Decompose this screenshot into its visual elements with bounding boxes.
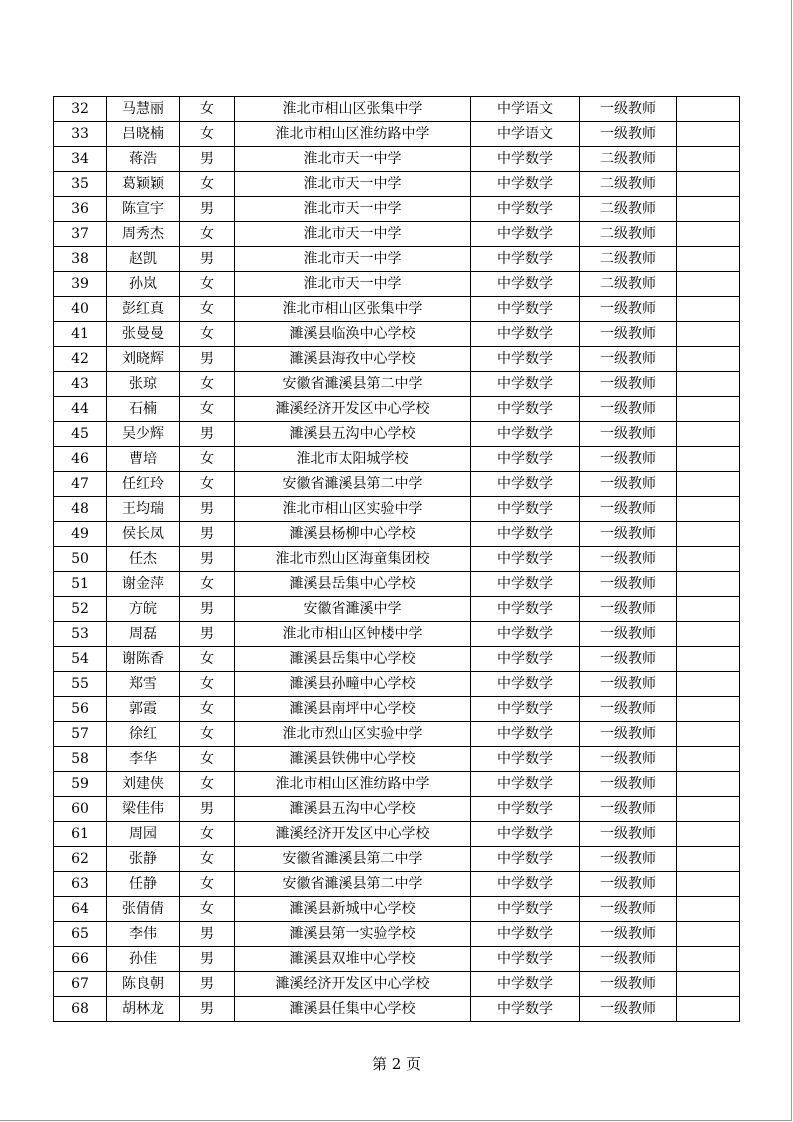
table-row (54, 922, 740, 947)
table-row (54, 522, 740, 547)
cell-remark (677, 997, 740, 1022)
cell-index: 46 (54, 447, 107, 472)
cell-remark (677, 772, 740, 797)
cell-name: 胡林龙 (107, 997, 180, 1022)
table-row (54, 222, 740, 247)
cell-title: 一级教师 (580, 622, 677, 647)
cell-subject: 中学数学 (471, 247, 580, 272)
cell-remark (677, 947, 740, 972)
cell-school: 淮北市烈山区实验中学 (235, 722, 471, 747)
cell-gender: 女 (180, 397, 235, 422)
cell-subject: 中学数学 (471, 672, 580, 697)
cell-title: 一级教师 (580, 747, 677, 772)
cell-name: 郭霞 (107, 697, 180, 722)
cell-title: 二级教师 (580, 272, 677, 297)
cell-subject: 中学数学 (471, 272, 580, 297)
cell-school: 淮北市相山区淮纺路中学 (235, 772, 471, 797)
cell-school: 濉溪县双堆中心学校 (235, 947, 471, 972)
cell-remark (677, 122, 740, 147)
table-row (54, 472, 740, 497)
cell-name: 张曼曼 (107, 322, 180, 347)
cell-title: 一级教师 (580, 972, 677, 997)
cell-index: 66 (54, 947, 107, 972)
table-row (54, 997, 740, 1022)
cell-name: 赵凯 (107, 247, 180, 272)
cell-subject: 中学数学 (471, 947, 580, 972)
table-row (54, 122, 740, 147)
cell-index: 34 (54, 147, 107, 172)
cell-school: 濉溪县海孜中心学校 (235, 347, 471, 372)
cell-subject: 中学数学 (471, 447, 580, 472)
cell-subject: 中学数学 (471, 797, 580, 822)
table-row (54, 872, 740, 897)
cell-school: 淮北市天一中学 (235, 147, 471, 172)
cell-name: 谢陈香 (107, 647, 180, 672)
cell-title: 二级教师 (580, 222, 677, 247)
cell-index: 55 (54, 672, 107, 697)
cell-gender: 女 (180, 747, 235, 772)
table-row (54, 297, 740, 322)
cell-index: 54 (54, 647, 107, 672)
cell-title: 一级教师 (580, 522, 677, 547)
cell-index: 62 (54, 847, 107, 872)
cell-remark (677, 397, 740, 422)
teacher-roster-table (53, 96, 740, 1022)
cell-subject: 中学数学 (471, 472, 580, 497)
cell-gender: 男 (180, 347, 235, 372)
cell-title: 一级教师 (580, 647, 677, 672)
cell-index: 50 (54, 547, 107, 572)
table-row (54, 722, 740, 747)
cell-title: 一级教师 (580, 97, 677, 122)
cell-title: 一级教师 (580, 347, 677, 372)
cell-remark (677, 697, 740, 722)
cell-school: 濉溪经济开发区中心学校 (235, 822, 471, 847)
cell-name: 张静 (107, 847, 180, 872)
cell-school: 安徽省濉溪县第二中学 (235, 872, 471, 897)
cell-gender: 男 (180, 597, 235, 622)
cell-title: 一级教师 (580, 497, 677, 522)
cell-remark (677, 572, 740, 597)
cell-remark (677, 172, 740, 197)
cell-name: 马慧丽 (107, 97, 180, 122)
cell-remark (677, 447, 740, 472)
cell-subject: 中学数学 (471, 922, 580, 947)
cell-name: 刘晓辉 (107, 347, 180, 372)
cell-name: 方皖 (107, 597, 180, 622)
cell-index: 57 (54, 722, 107, 747)
cell-remark (677, 672, 740, 697)
table-row (54, 97, 740, 122)
cell-gender: 女 (180, 222, 235, 247)
cell-gender: 女 (180, 472, 235, 497)
cell-school: 濉溪县五沟中心学校 (235, 797, 471, 822)
cell-school: 安徽省濉溪县第二中学 (235, 472, 471, 497)
cell-remark (677, 522, 740, 547)
cell-gender: 男 (180, 247, 235, 272)
cell-school: 安徽省濉溪县第二中学 (235, 847, 471, 872)
cell-subject: 中学数学 (471, 597, 580, 622)
cell-name: 孙岚 (107, 272, 180, 297)
cell-school: 淮北市相山区淮纺路中学 (235, 122, 471, 147)
cell-gender: 女 (180, 322, 235, 347)
cell-school: 濉溪县第一实验学校 (235, 922, 471, 947)
table-row (54, 947, 740, 972)
cell-school: 濉溪县临涣中心学校 (235, 322, 471, 347)
cell-school: 淮北市相山区张集中学 (235, 297, 471, 322)
cell-name: 侯长凤 (107, 522, 180, 547)
cell-remark (677, 497, 740, 522)
cell-gender: 男 (180, 547, 235, 572)
cell-title: 一级教师 (580, 297, 677, 322)
cell-title: 二级教师 (580, 247, 677, 272)
cell-subject: 中学数学 (471, 172, 580, 197)
table-row (54, 322, 740, 347)
cell-title: 一级教师 (580, 997, 677, 1022)
cell-title: 一级教师 (580, 122, 677, 147)
cell-school: 淮北市烈山区海童集团校 (235, 547, 471, 572)
table-row (54, 697, 740, 722)
cell-subject: 中学数学 (471, 822, 580, 847)
cell-gender: 女 (180, 372, 235, 397)
cell-school: 濉溪县铁佛中心学校 (235, 747, 471, 772)
cell-remark (677, 297, 740, 322)
cell-index: 52 (54, 597, 107, 622)
cell-title: 一级教师 (580, 922, 677, 947)
table-row (54, 272, 740, 297)
cell-remark (677, 922, 740, 947)
cell-name: 陈宣宇 (107, 197, 180, 222)
cell-school: 濉溪县岳集中心学校 (235, 572, 471, 597)
cell-title: 一级教师 (580, 722, 677, 747)
cell-remark (677, 422, 740, 447)
cell-title: 一级教师 (580, 947, 677, 972)
cell-remark (677, 747, 740, 772)
cell-index: 58 (54, 747, 107, 772)
cell-name: 石楠 (107, 397, 180, 422)
cell-index: 37 (54, 222, 107, 247)
page-number: 第 2 页 (371, 1055, 422, 1073)
cell-school: 濉溪经济开发区中心学校 (235, 397, 471, 422)
cell-gender: 女 (180, 722, 235, 747)
cell-subject: 中学数学 (471, 297, 580, 322)
cell-gender: 男 (180, 922, 235, 947)
cell-name: 吕晓楠 (107, 122, 180, 147)
cell-remark (677, 247, 740, 272)
cell-gender: 女 (180, 822, 235, 847)
table-row (54, 597, 740, 622)
cell-index: 68 (54, 997, 107, 1022)
cell-school: 淮北市天一中学 (235, 172, 471, 197)
cell-subject: 中学数学 (471, 972, 580, 997)
cell-school: 濉溪县杨柳中心学校 (235, 522, 471, 547)
cell-remark (677, 272, 740, 297)
cell-name: 任静 (107, 872, 180, 897)
table-row (54, 972, 740, 997)
cell-school: 淮北市太阳城学校 (235, 447, 471, 472)
cell-gender: 男 (180, 422, 235, 447)
cell-index: 36 (54, 197, 107, 222)
cell-school: 濉溪县孙疃中心学校 (235, 672, 471, 697)
table-row (54, 147, 740, 172)
cell-title: 一级教师 (580, 847, 677, 872)
cell-name: 李华 (107, 747, 180, 772)
cell-index: 43 (54, 372, 107, 397)
cell-gender: 男 (180, 497, 235, 522)
cell-title: 二级教师 (580, 147, 677, 172)
cell-name: 王均瑞 (107, 497, 180, 522)
cell-gender: 女 (180, 97, 235, 122)
cell-gender: 男 (180, 522, 235, 547)
cell-gender: 男 (180, 147, 235, 172)
cell-school: 淮北市天一中学 (235, 247, 471, 272)
roster-body (54, 97, 740, 1022)
cell-remark (677, 597, 740, 622)
cell-gender: 女 (180, 272, 235, 297)
table-row (54, 372, 740, 397)
cell-school: 淮北市天一中学 (235, 272, 471, 297)
cell-name: 蒋浩 (107, 147, 180, 172)
cell-name: 周磊 (107, 622, 180, 647)
cell-name: 张琼 (107, 372, 180, 397)
cell-school: 安徽省濉溪县第二中学 (235, 372, 471, 397)
cell-remark (677, 872, 740, 897)
cell-index: 38 (54, 247, 107, 272)
cell-subject: 中学数学 (471, 147, 580, 172)
cell-subject: 中学数学 (471, 547, 580, 572)
cell-gender: 男 (180, 622, 235, 647)
cell-school: 淮北市天一中学 (235, 197, 471, 222)
cell-remark (677, 897, 740, 922)
cell-index: 42 (54, 347, 107, 372)
cell-name: 曹培 (107, 447, 180, 472)
cell-index: 61 (54, 822, 107, 847)
cell-name: 张倩倩 (107, 897, 180, 922)
cell-subject: 中学数学 (471, 997, 580, 1022)
cell-subject: 中学数学 (471, 397, 580, 422)
cell-gender: 女 (180, 447, 235, 472)
cell-remark (677, 322, 740, 347)
cell-gender: 男 (180, 947, 235, 972)
cell-index: 47 (54, 472, 107, 497)
cell-subject: 中学数学 (471, 497, 580, 522)
cell-remark (677, 197, 740, 222)
table-row (54, 622, 740, 647)
cell-school: 淮北市相山区张集中学 (235, 97, 471, 122)
cell-remark (677, 722, 740, 747)
cell-index: 51 (54, 572, 107, 597)
cell-title: 一级教师 (580, 772, 677, 797)
table-row (54, 672, 740, 697)
cell-subject: 中学数学 (471, 572, 580, 597)
cell-gender: 女 (180, 697, 235, 722)
cell-subject: 中学数学 (471, 747, 580, 772)
cell-remark (677, 372, 740, 397)
table-row (54, 422, 740, 447)
cell-name: 李伟 (107, 922, 180, 947)
cell-subject: 中学数学 (471, 422, 580, 447)
cell-remark (677, 822, 740, 847)
cell-name: 谢金萍 (107, 572, 180, 597)
cell-index: 63 (54, 872, 107, 897)
cell-subject: 中学数学 (471, 647, 580, 672)
cell-school: 淮北市天一中学 (235, 222, 471, 247)
cell-remark (677, 547, 740, 572)
table-row (54, 197, 740, 222)
cell-subject: 中学数学 (471, 897, 580, 922)
cell-subject: 中学数学 (471, 322, 580, 347)
cell-school: 濉溪经济开发区中心学校 (235, 972, 471, 997)
cell-title: 一级教师 (580, 897, 677, 922)
cell-gender: 女 (180, 872, 235, 897)
cell-subject: 中学数学 (471, 772, 580, 797)
table-row (54, 447, 740, 472)
cell-gender: 女 (180, 172, 235, 197)
table-row (54, 247, 740, 272)
cell-title: 一级教师 (580, 797, 677, 822)
cell-name: 陈良朝 (107, 972, 180, 997)
cell-subject: 中学语文 (471, 97, 580, 122)
cell-name: 任红玲 (107, 472, 180, 497)
cell-gender: 女 (180, 897, 235, 922)
cell-remark (677, 847, 740, 872)
cell-gender: 女 (180, 297, 235, 322)
cell-subject: 中学语文 (471, 122, 580, 147)
cell-index: 59 (54, 772, 107, 797)
cell-remark (677, 97, 740, 122)
table-row (54, 497, 740, 522)
cell-name: 任杰 (107, 547, 180, 572)
cell-index: 39 (54, 272, 107, 297)
cell-remark (677, 472, 740, 497)
cell-name: 彭红真 (107, 297, 180, 322)
cell-index: 60 (54, 797, 107, 822)
cell-title: 一级教师 (580, 447, 677, 472)
cell-index: 45 (54, 422, 107, 447)
cell-title: 二级教师 (580, 197, 677, 222)
cell-school: 安徽省濉溪中学 (235, 597, 471, 622)
cell-school: 濉溪县任集中心学校 (235, 997, 471, 1022)
cell-index: 56 (54, 697, 107, 722)
cell-school: 淮北市相山区钟楼中学 (235, 622, 471, 647)
cell-title: 一级教师 (580, 672, 677, 697)
cell-gender: 女 (180, 672, 235, 697)
cell-title: 一级教师 (580, 472, 677, 497)
cell-index: 64 (54, 897, 107, 922)
cell-title: 一级教师 (580, 572, 677, 597)
table-row (54, 397, 740, 422)
cell-name: 周园 (107, 822, 180, 847)
cell-remark (677, 147, 740, 172)
cell-school: 淮北市相山区实验中学 (235, 497, 471, 522)
cell-subject: 中学数学 (471, 847, 580, 872)
cell-subject: 中学数学 (471, 197, 580, 222)
cell-title: 一级教师 (580, 397, 677, 422)
cell-name: 周秀杰 (107, 222, 180, 247)
cell-name: 孙佳 (107, 947, 180, 972)
table-row (54, 822, 740, 847)
cell-subject: 中学数学 (471, 347, 580, 372)
table-row (54, 572, 740, 597)
cell-gender: 女 (180, 572, 235, 597)
cell-subject: 中学数学 (471, 372, 580, 397)
table-row (54, 897, 740, 922)
cell-subject: 中学数学 (471, 872, 580, 897)
cell-gender: 女 (180, 847, 235, 872)
cell-index: 67 (54, 972, 107, 997)
table-row (54, 772, 740, 797)
cell-remark (677, 222, 740, 247)
cell-title: 一级教师 (580, 422, 677, 447)
table-row (54, 347, 740, 372)
cell-remark (677, 622, 740, 647)
cell-index: 32 (54, 97, 107, 122)
cell-remark (677, 347, 740, 372)
cell-school: 濉溪县岳集中心学校 (235, 647, 471, 672)
cell-index: 48 (54, 497, 107, 522)
cell-title: 一级教师 (580, 822, 677, 847)
cell-school: 濉溪县南坪中心学校 (235, 697, 471, 722)
cell-school: 濉溪县五沟中心学校 (235, 422, 471, 447)
cell-remark (677, 647, 740, 672)
cell-name: 徐红 (107, 722, 180, 747)
table-row (54, 797, 740, 822)
cell-title: 一级教师 (580, 372, 677, 397)
cell-title: 二级教师 (580, 172, 677, 197)
cell-index: 53 (54, 622, 107, 647)
cell-index: 40 (54, 297, 107, 322)
cell-index: 65 (54, 922, 107, 947)
cell-gender: 女 (180, 647, 235, 672)
cell-name: 葛颖颖 (107, 172, 180, 197)
cell-school: 濉溪县新城中心学校 (235, 897, 471, 922)
cell-name: 刘建侠 (107, 772, 180, 797)
cell-gender: 男 (180, 197, 235, 222)
cell-subject: 中学数学 (471, 697, 580, 722)
cell-gender: 男 (180, 972, 235, 997)
cell-gender: 女 (180, 122, 235, 147)
cell-subject: 中学数学 (471, 622, 580, 647)
cell-name: 吴少辉 (107, 422, 180, 447)
table-row (54, 647, 740, 672)
cell-name: 梁佳伟 (107, 797, 180, 822)
cell-index: 33 (54, 122, 107, 147)
cell-subject: 中学数学 (471, 722, 580, 747)
table-row (54, 547, 740, 572)
cell-gender: 女 (180, 772, 235, 797)
cell-remark (677, 797, 740, 822)
cell-subject: 中学数学 (471, 222, 580, 247)
table-row (54, 172, 740, 197)
cell-gender: 男 (180, 997, 235, 1022)
table-row (54, 747, 740, 772)
cell-index: 35 (54, 172, 107, 197)
cell-name: 郑雪 (107, 672, 180, 697)
cell-index: 41 (54, 322, 107, 347)
cell-subject: 中学数学 (471, 522, 580, 547)
table-row (54, 847, 740, 872)
cell-title: 一级教师 (580, 597, 677, 622)
cell-index: 49 (54, 522, 107, 547)
cell-title: 一级教师 (580, 697, 677, 722)
cell-gender: 男 (180, 797, 235, 822)
cell-title: 一级教师 (580, 322, 677, 347)
cell-index: 44 (54, 397, 107, 422)
cell-title: 一级教师 (580, 872, 677, 897)
cell-remark (677, 972, 740, 997)
cell-title: 一级教师 (580, 547, 677, 572)
